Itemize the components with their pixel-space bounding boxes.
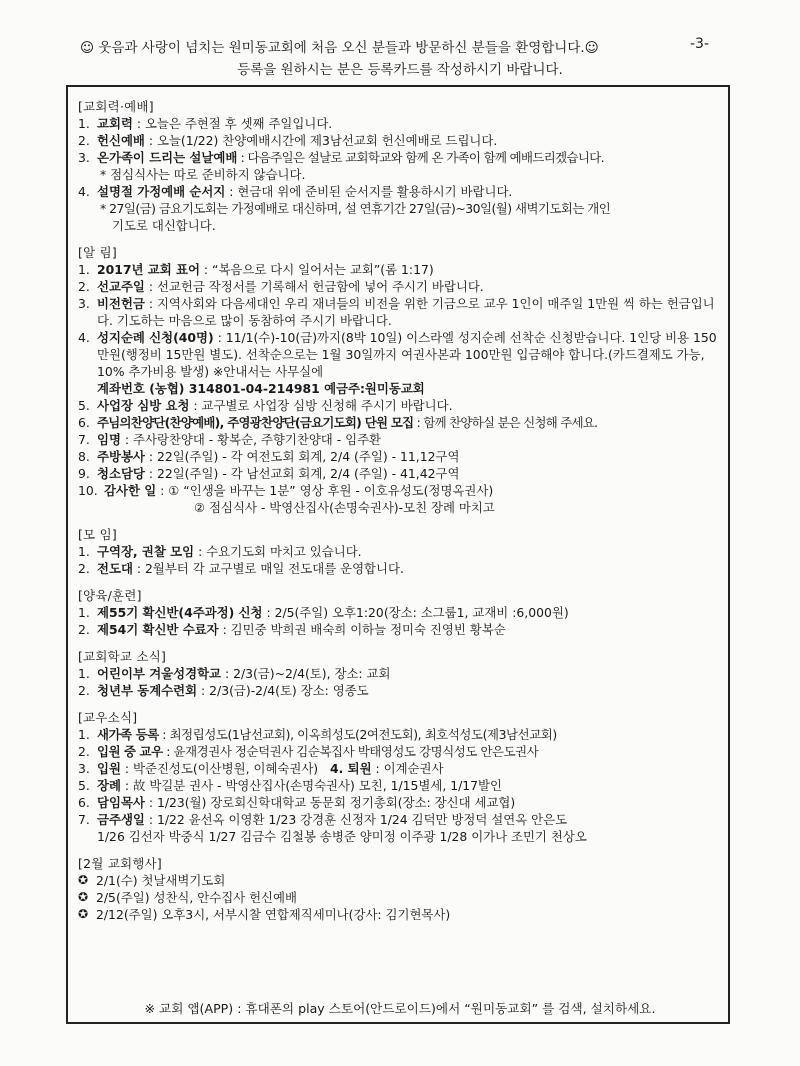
note-text: * 27일(금) 금요기도회는 가정예배로 대신하며, 설 연휴기간 27일(금)~30일(월) 새벽기도회는 개인 (100, 201, 611, 216)
page-number: -3- (690, 36, 710, 52)
list-item (78, 811, 723, 828)
item-text: : 선교헌금 작정서를 기록해서 헌금함에 넣어 주시기 바랍니다. (144, 279, 484, 294)
item-text: : ① “인생을 바꾸는 1분” 영상 후원 - 이호유성도(정명옥권사) (156, 483, 494, 498)
item-label: 구역장, 권찰 모임 (97, 544, 195, 559)
welcome-line-1: ☺ 웃음과 사랑이 넘치는 원미동교회에 처음 오신 분들과 방문하신 분들을 환영합니다.☺ (80, 40, 599, 56)
item-number: 9. (78, 466, 90, 481)
item-number: 8. (78, 449, 90, 464)
item-label: 금주생일 (97, 812, 145, 827)
item-number: 1. (78, 262, 90, 277)
item-text: : 이계순권사 (371, 761, 444, 776)
list-item (78, 431, 723, 448)
event-text: 2/1(수) 첫날새벽기도회 (96, 873, 226, 888)
event-item (78, 906, 723, 923)
section-title-members: [교우소식] (78, 710, 138, 725)
section-title-meetings: [모 임] (78, 527, 118, 542)
item-text: : 2/3(금)-2/4(토) 장소: 영종도 (197, 683, 369, 698)
note (78, 200, 723, 217)
item-number: 1. (78, 727, 90, 742)
list-item (78, 132, 723, 149)
event-text: 2/12(주일) 오후3시, 서부시찰 연합제직세미나(강사: 김기현목사) (96, 907, 451, 922)
item-number: 6. (78, 415, 90, 430)
item-label: 청년부 동계수련회 (97, 683, 198, 698)
bank-account: 계좌번호 (농협) 314801-04-214981 예금주:원미동교회 (97, 381, 425, 396)
list-item (78, 543, 723, 560)
bulletin-content (78, 98, 723, 923)
item-number: 2. (78, 279, 90, 294)
list-item (78, 760, 723, 777)
note-text: * 점심식사는 따로 준비하지 않습니다. (100, 167, 306, 182)
item-number: 4. (78, 184, 90, 199)
list-item (78, 115, 723, 132)
list-item (78, 777, 723, 794)
item-label: 2017년 교회 표어 (97, 262, 200, 277)
item-text: : 오늘은 주현절 후 셋째 주일입니다. (132, 116, 333, 131)
item-number: 3. (78, 761, 90, 776)
item-number: 7. (78, 432, 90, 447)
item-label: 임명 (97, 432, 121, 447)
item-number: 1. (78, 544, 90, 559)
list-item (78, 726, 723, 743)
item-text: : 교구별로 사업장 심방 신청해 주시기 바랍니다. (189, 398, 453, 413)
bullet-star-icon: ✪ (78, 890, 89, 904)
item-label: 제55기 확신반(4주과정) 신청 (97, 605, 263, 620)
section-title-february: [2월 교회행사] (78, 856, 163, 871)
item-label: 감사한 일 (104, 483, 157, 498)
item-number: 6. (78, 795, 90, 810)
item-number: 5. (78, 778, 90, 793)
item-number: 2. (78, 744, 90, 759)
item-number: 10. (78, 483, 98, 498)
item-text: : 김민중 박희권 배숙희 이하늘 정미숙 진영빈 황복순 (218, 622, 506, 637)
item-text: : 현금대 위에 준비된 순서지를 활용하시기 바랍니다. (225, 184, 513, 199)
list-item (78, 604, 723, 621)
item-label: 새가족 등록 (97, 727, 159, 742)
item-text: : 최정립성도(1남선교회), 이옥희성도(2여전도회), 최호석성도(제3남선교회) (158, 727, 557, 742)
item-text: : 함께 찬양하실 분은 신청해 주세요. (413, 415, 598, 430)
list-item (78, 665, 723, 682)
section-title-training: [양육/훈련] (78, 588, 142, 603)
item-text: : 1/23(월) 장로회신학대학교 동문회 정기총회(장소: 장신대 세교협) (144, 795, 516, 810)
item-text: : 박준진성도(이산병원, 이혜숙권사) (120, 761, 319, 776)
item-text: : 오늘(1/22) 찬양예배시간에 제3남선교회 헌신예배로 드립니다. (144, 133, 498, 148)
item-text: : 수요기도회 마치고 있습니다. (194, 544, 362, 559)
item-number: 1. (78, 116, 90, 131)
item-label: 선교주일 (97, 279, 145, 294)
bullet-star-icon: ✪ (78, 907, 89, 921)
item-label: 사업장 심방 요청 (97, 398, 190, 413)
section-title-notices: [알 림] (78, 245, 118, 260)
item-number: 2. (78, 133, 90, 148)
bullet-star-icon: ✪ (78, 873, 89, 887)
list-item (78, 183, 723, 200)
item-label: 성지순례 신청(40명) (97, 330, 214, 345)
list-item (78, 743, 723, 760)
item-label: 4. 퇴원 (329, 761, 372, 776)
item-label: 담임목사 (97, 795, 145, 810)
list-item (78, 295, 723, 329)
item-label: 교회력 (97, 116, 133, 131)
list-item (78, 482, 723, 499)
item-number: 3. (78, 296, 90, 311)
thanks-item-2: ② 점심식사 - 박영산집사(손명숙권사)-모친 장례 마치고 (194, 500, 495, 515)
item-label: 장례 (97, 778, 121, 793)
section-title-calendar: [교회력·예배] (78, 99, 154, 114)
item-label: 제54기 확신반 수료자 (97, 622, 219, 637)
list-item (78, 329, 723, 380)
item-label: 주님의찬양단(찬양예배), 주영광찬양단(금요기도회) 단원 모집 (97, 415, 414, 430)
note-text: 기도로 대신합니다. (112, 218, 216, 233)
item-text: : 22일(주일) - 각 남선교회 회계, 2/4 (주일) - 41,42구역 (144, 466, 460, 481)
item-label: 어린이부 겨울성경학교 (97, 666, 222, 681)
item-text: : 故 박길분 권사 - 박영산집사(손명숙권사) 모친, 1/15별세, 1/17발인 (120, 778, 502, 793)
item-text: : 윤재경권사 정순덕권사 김순복집사 박태영성도 강명식성도 안은도권사 (162, 744, 539, 759)
item-label: 입원 (97, 761, 121, 776)
item-number: 4. (78, 330, 90, 345)
item-label: 입원 중 교우 (97, 744, 163, 759)
welcome-line-2: 등록을 원하시는 분은 등록카드를 작성하시기 바랍니다. (237, 62, 563, 78)
list-item (78, 414, 723, 431)
event-item (78, 872, 723, 889)
item-text: : 11/1(수)-10(금)까지(8박 10일) 이스라엘 성지순례 선착순 신청받습니다. 1인당 비용 150만원(행정비 15만원 별도). 선착순으로는 1월 30일까지 여권사본과 100만원 입금해야 합니다.(카드결제도 가능, 10% 추가비용 발생) ※안내서는 사무실에 (97, 330, 717, 379)
item-label: 전도대 (97, 561, 133, 576)
item-number: 3. (78, 150, 90, 165)
item-label: 헌신예배 (97, 133, 145, 148)
list-item (78, 261, 723, 278)
item-label: 비전헌금 (97, 296, 145, 311)
list-item (78, 278, 723, 295)
list-item (78, 448, 723, 465)
item-number: 7. (78, 812, 90, 827)
item-text: : 지역사회와 다음세대인 우리 재녀들의 비전을 위한 기금으로 교우 1인이 매주일 1만원 씩 하는 헌금입니다. 기도하는 마음으로 많이 동참하여 주시기 바랍니다. (97, 296, 715, 328)
note (78, 166, 723, 183)
item-label: 청소담당 (97, 466, 145, 481)
item-text: : 2월부터 각 교구별로 매일 전도대를 운영합니다. (132, 561, 404, 576)
item-label: 설명절 가정예배 순서지 (97, 184, 226, 199)
item-text: : 주사랑찬양대 - 황복순, 주향기찬양대 - 임주환 (120, 432, 382, 447)
app-notice-footer: ※ 교회 앱(APP) : 휴대폰의 play 스토어(안드로이드)에서 “원미동교회” 를 검색, 설치하세요. (144, 1001, 656, 1016)
item-label: 주방봉사 (97, 449, 145, 464)
item-number: 2. (78, 622, 90, 637)
item-text: : 2/3(금)~2/4(토), 장소: 교회 (221, 666, 391, 681)
item-number: 5. (78, 398, 90, 413)
item-text: : “복음으로 다시 일어서는 교회”(롬 1:17) (199, 262, 434, 277)
list-item (78, 465, 723, 482)
list-item (78, 397, 723, 414)
item-number: 1. (78, 666, 90, 681)
item-text: : 22일(주일) - 각 여전도회 회계, 2/4 (주일) - 11,12구역 (144, 449, 460, 464)
event-text: 2/5(주일) 성찬식, 안수집사 헌신예배 (96, 890, 297, 905)
note-continuation (78, 217, 723, 234)
item-number: 2. (78, 683, 90, 698)
item-number: 1. (78, 605, 90, 620)
section-title-school: [교회학교 소식] (78, 649, 167, 664)
item-text: : 2/5(주일) 오후1:20(장소: 소그룹1, 교재비 :6,000원) (262, 605, 569, 620)
list-item (78, 149, 723, 166)
item-text: : 다음주일은 설날로 교회학교와 함께 온 가족이 함께 예배드리겠습니다. (237, 150, 604, 165)
list-item (78, 794, 723, 811)
list-item (78, 621, 723, 638)
item-text: : 1/22 윤선옥 이영환 1/23 강경훈 신정자 1/24 김덕만 방정덕 설연옥 안은도 (144, 812, 568, 827)
item-number: 2. (78, 561, 90, 576)
list-item (78, 560, 723, 577)
item-label: 온가족이 드리는 설날예배 (97, 150, 238, 165)
event-item (78, 889, 723, 906)
birthday-continuation: 1/26 김선자 박중식 1/27 김금수 김철봉 송병준 양미정 이주광 1/28 이가나 조민기 천상오 (97, 829, 587, 844)
list-item (78, 682, 723, 699)
